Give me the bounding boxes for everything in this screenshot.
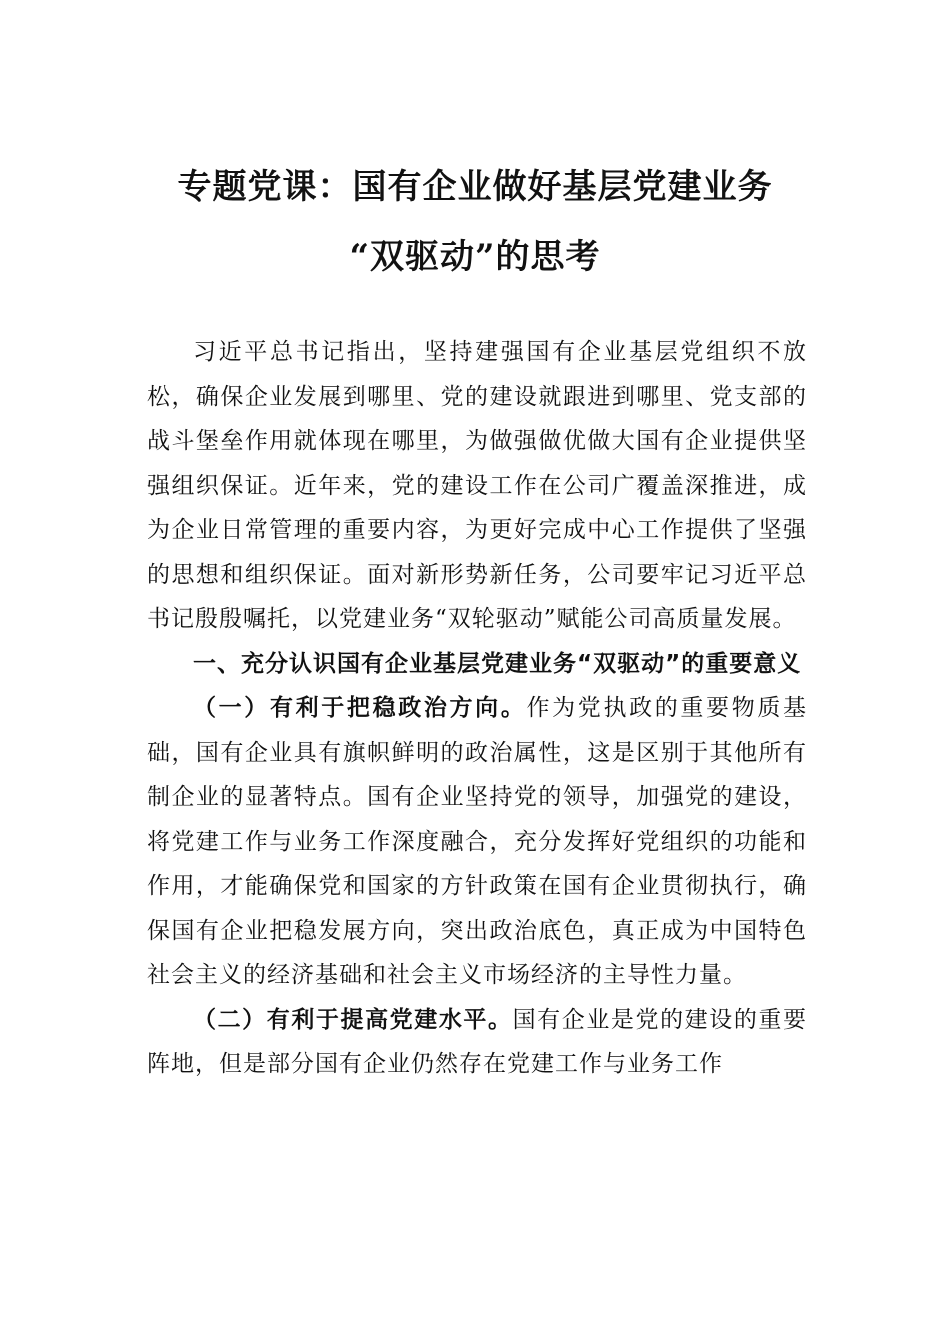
section-1-heading: 一、充分认识国有企业基层党建业务“双驱动”的重要意义 [193, 650, 802, 677]
document-title-line-2: “双驱动”的思考 [349, 237, 601, 277]
intro-paragraph: 习近平总书记指出，坚持建强国有企业基层党组织不放松，确保企业发展到哪里、党的建设就跟进到哪里、党支部的战斗堡垒作用就体现在哪里，为做强做优做大国有企业提供坚强组织保证。近年来，党的建设工作在公司广覆盖深推进，成为企业日常管理的重要内容，为更好完成中心工作提供了坚强的思想和组织保证。面对新形势新任务，公司要牢记习近平总书记殷殷嘱托，以党建业务“双轮驱动”赋能公司高质量发展。 [147, 339, 807, 632]
document-title-line-1: 专题党课：国有企业做好基层党建业务 [177, 167, 773, 207]
subsection-1-paragraph [147, 686, 807, 998]
subsection-1-text: 作为党执政的重要物质基础，国有企业具有旗帜鲜明的政治属性，这是区别于其他所有制企业的显著特点。国有企业坚持党的领导，加强党的建设，将党建工作与业务工作深度融合，充分发挥好党组织的功能和作用，才能确保党和国家的方针政策在国有企业贯彻执行，确保国有企业把稳发展方向，突出政治底色，真正成为中国特色社会主义的经济基础和社会主义市场经济的主导性力量。 [147, 695, 808, 988]
subsection-2-text: 国有企业是党的建设的重要阵地，但是部分国有企业仍然存在党建工作与业务工作 [147, 1006, 808, 1077]
subsection-1-lead: （一）有利于把稳政治方向。 [193, 694, 527, 721]
document-body [147, 330, 807, 1087]
subsection-2-lead: （二）有利于提高党建水平。 [193, 1005, 513, 1033]
subsection-2-paragraph [147, 998, 807, 1087]
